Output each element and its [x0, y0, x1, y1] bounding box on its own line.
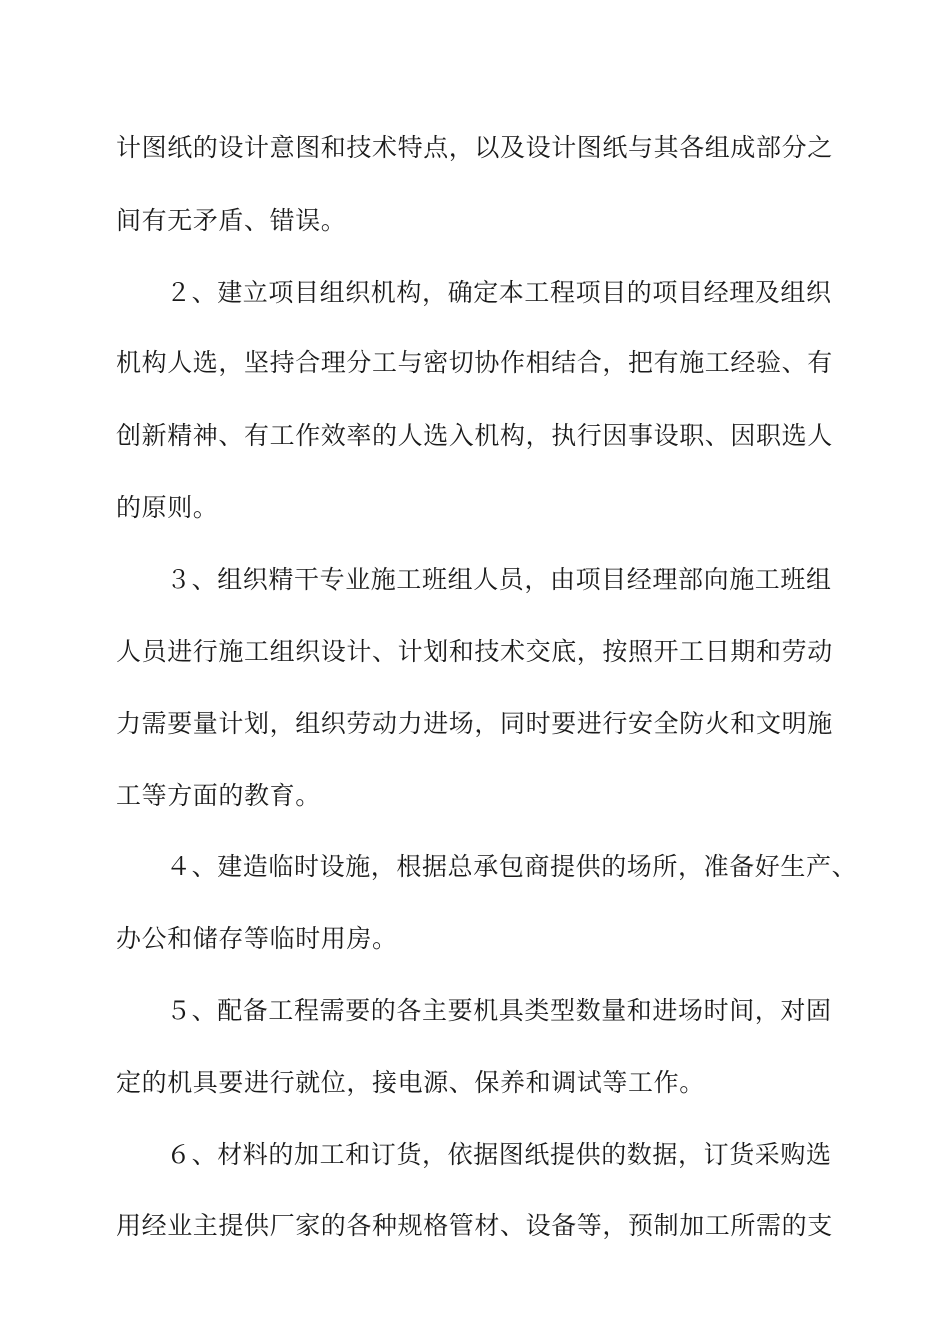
text-line: 人员进行施工组织设计、计划和技术交底，按照开工日期和劳动 [116, 637, 833, 666]
paragraph-start-line: ２、建立项目组织机构，确定本工程项目的项目经理及组织 [166, 278, 832, 307]
text-line: 定的机具要进行就位，接电源、保养和调试等工作。 [116, 1068, 705, 1097]
text-line: 间有无矛盾、错误。 [116, 206, 347, 235]
text-line: 计图纸的设计意图和技术特点，以及设计图纸与其各组成部分之 [116, 133, 833, 162]
paragraph-start-line: ５、配备工程需要的各主要机具类型数量和进场时间，对固 [166, 996, 832, 1025]
paragraph-start-line: ３、组织精干专业施工班组人员，由项目经理部向施工班组 [166, 565, 832, 594]
text-line: 力需要量计划，组织劳动力进场，同时要进行安全防火和文明施 [116, 709, 833, 738]
text-line: 用经业主提供厂家的各种规格管材、设备等，预制加工所需的支 [116, 1211, 833, 1240]
paragraph-start-line: ４、建造临时设施，根据总承包商提供的场所，准备好生产、 [166, 852, 858, 881]
text-line: 办公和储存等临时用房。 [116, 924, 398, 953]
text-line: 机构人选，坚持合理分工与密切协作相结合，把有施工经验、有 [116, 348, 833, 377]
text-line: 创新精神、有工作效率的人选入机构，执行因事设职、因职选人 [116, 421, 833, 450]
text-line: 工等方面的教育。 [116, 781, 321, 810]
text-line: 的原则。 [116, 493, 219, 522]
paragraph-start-line: ６、材料的加工和订货，依据图纸提供的数据，订货采购选 [166, 1140, 832, 1169]
